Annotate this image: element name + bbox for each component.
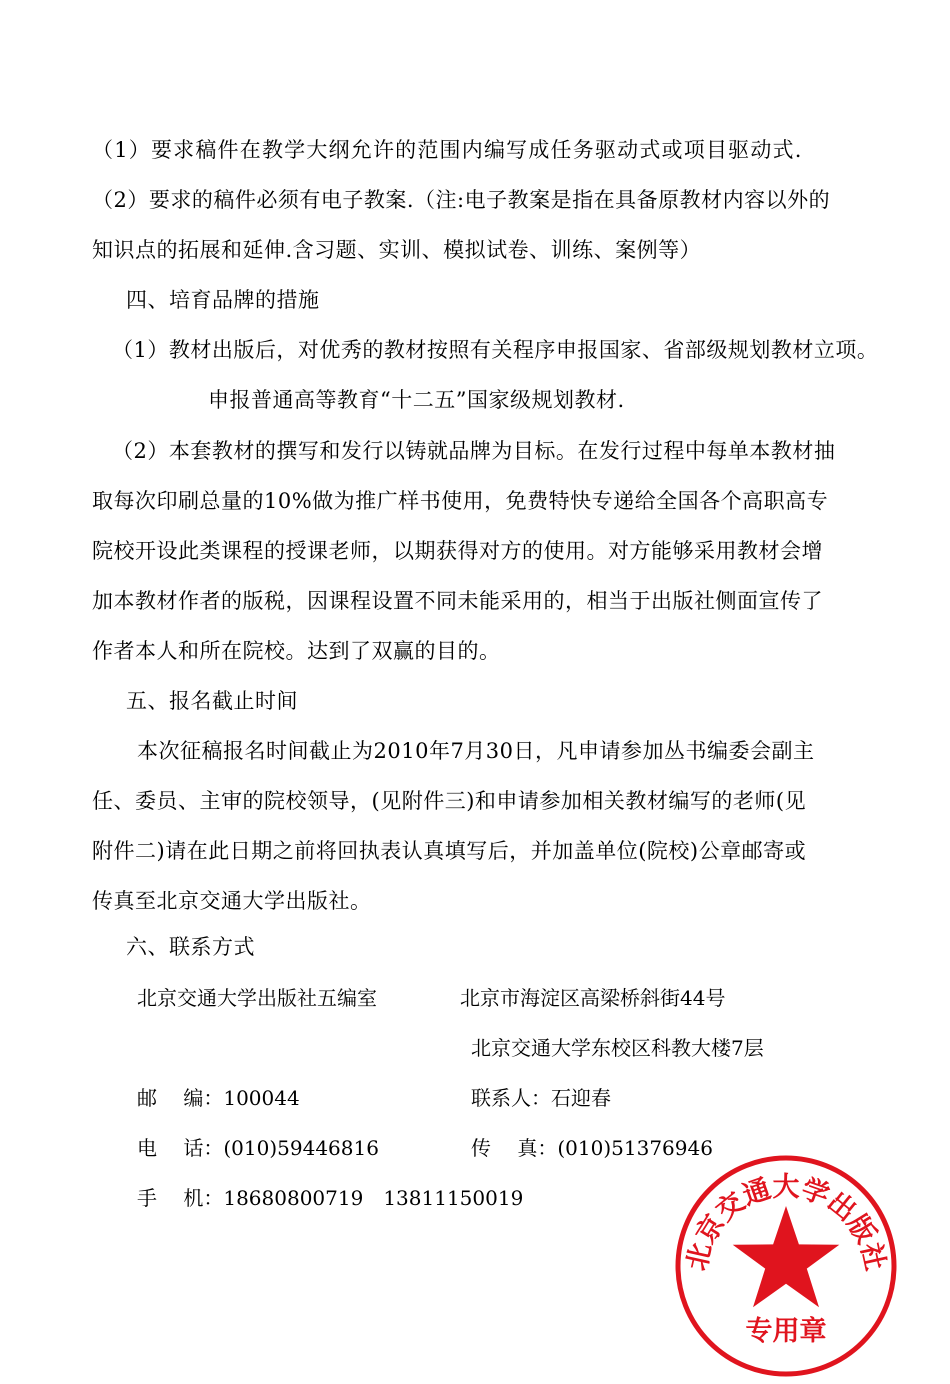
section-4-item-2-line: 作者本人和所在院校。达到了双赢的目的。 [92,639,501,663]
fax-label: 传 真： [471,1136,558,1160]
postcode-label: 邮 编： [137,1086,224,1110]
postcode-row [137,1083,300,1113]
fax-value: (010)51376946 [557,1136,713,1160]
section-4-item-2-line: 院校开设此类课程的授课老师，以期获得对方的使用。对方能够采用教材会增 [92,539,823,563]
contact-person-row [471,1083,611,1113]
mobile-row [137,1183,523,1213]
requirement-item-2-line-2: 知识点的拓展和延伸.含习题、实训、模拟试卷、训练、案例等） [92,238,702,262]
section-4-item-1-line-2: 申报普通高等教育“十二五”国家级规划教材. [208,388,625,412]
seal-label: 专用章 [745,1316,827,1346]
section-5-line: 传真至北京交通大学出版社。 [92,889,372,913]
mobile-value: 18680800719 13811150019 [223,1186,524,1210]
phone-row [137,1133,379,1163]
postcode-value: 100044 [223,1086,300,1110]
contact-address-line-1: 北京市海淀区高梁桥斜街44号 [460,986,726,1010]
section-5-line: 附件二)请在此日期之前将回执表认真填写后，并加盖单位(院校)公章邮寄或 [92,839,807,863]
mobile-label: 手 机： [137,1186,224,1210]
requirement-item-2-line-1: （2）要求的稿件必须有电子教案.（注:电子教案是指在具备原教材内容以外的 [92,188,831,212]
official-seal-stamp [668,1148,904,1384]
contact-person-value: 石迎春 [551,1086,611,1110]
phone-label: 电 话： [137,1136,224,1160]
requirement-item-1: （1）要求稿件在教学大纲允许的范围内编写成任务驱动式或项目驱动式. [92,138,803,162]
section-5-line: 本次征稿报名时间截止为2010年7月30日，凡申请参加丛书编委会副主 [137,739,815,763]
contact-address-line-2: 北京交通大学东校区科教大楼7层 [471,1036,764,1060]
section-4-heading: 四、培育品牌的措施 [126,288,320,312]
section-4-item-2-line: 取每次印刷总量的10%做为推广样书使用，免费特快专递给全国各个高职高专 [92,489,829,513]
section-4-item-2-line: （2）本套教材的撰写和发行以铸就品牌为目标。在发行过程中每单本教材抽 [112,439,836,463]
phone-value: (010)59446816 [223,1136,379,1160]
section-6-heading: 六、联系方式 [126,935,255,959]
star-icon [733,1206,840,1307]
section-5-line: 任、委员、主审的院校领导，(见附件三)和申请参加相关教材编写的老师(见 [92,789,807,813]
section-4-item-1-line-1: （1）教材出版后，对优秀的教材按照有关程序申报国家、省部级规划教材立项。 [112,338,879,362]
contact-person-label: 联系人： [471,1086,551,1110]
contact-org: 北京交通大学出版社五编室 [137,986,377,1010]
section-5-heading: 五、报名截止时间 [126,689,298,713]
seal-org-text: 北京交通大学出版社 [681,1172,891,1274]
section-4-item-2-line: 加本教材作者的版税，因课程设置不同未能采用的，相当于出版社侧面宣传了 [92,589,823,613]
